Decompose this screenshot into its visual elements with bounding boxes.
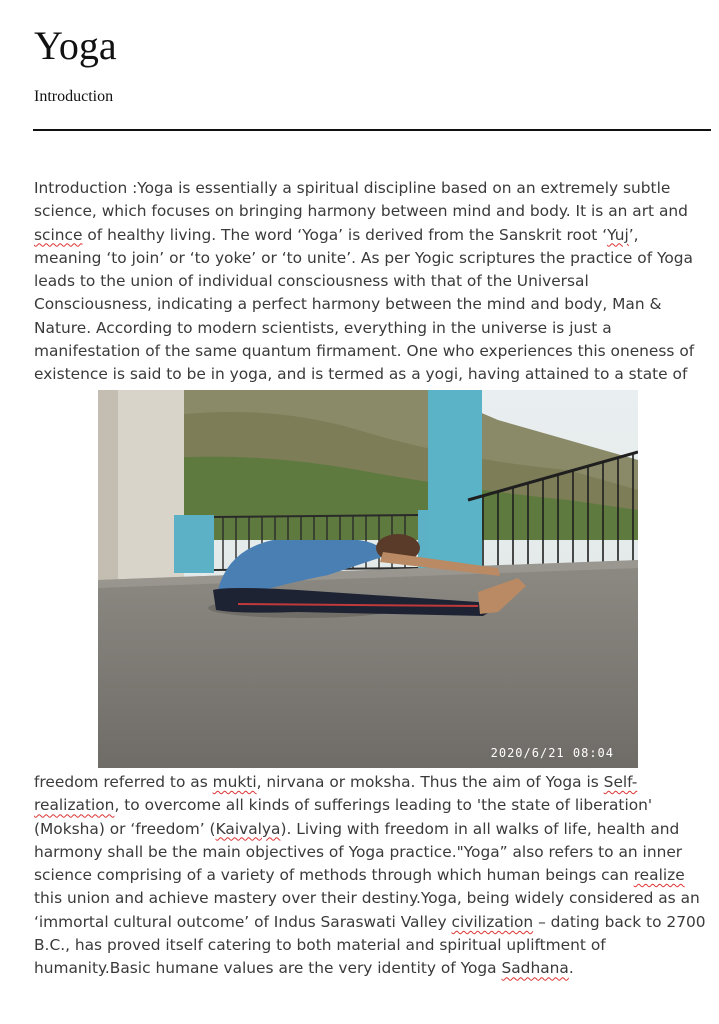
text-line: this union and achieve mastery over their destiny.Yoga, being widely considered as an bbox=[34, 889, 700, 908]
text-line: existence is said to be in yoga, and is termed as a yogi, having attained to a state of bbox=[34, 365, 688, 384]
text-fragment: . bbox=[568, 959, 574, 978]
misspelled-word[interactable]: Yuj bbox=[607, 225, 629, 244]
misspelled-word[interactable]: realization bbox=[34, 796, 115, 815]
text-line: Nature. According to modern scientists, everything in the universe is just a bbox=[34, 318, 612, 337]
text-fragment: of healthy living. The word ‘Yoga’ is derived from the Sanskrit root ‘ bbox=[82, 225, 608, 244]
text-fragment: ’, bbox=[628, 225, 639, 244]
page-title: Yoga bbox=[34, 23, 117, 68]
text-line: leads to the union of individual consciousness with that of the Universal bbox=[34, 272, 589, 291]
text-line bbox=[34, 771, 718, 794]
text-fragment: freedom referred to as bbox=[34, 773, 213, 791]
text-line bbox=[34, 224, 718, 247]
yoga-photo bbox=[98, 390, 638, 768]
page-subtitle: Introduction bbox=[34, 88, 114, 105]
text-fragment: ). Living with freedom in all walks of life, health and bbox=[280, 819, 680, 838]
text-fragment: ‘immortal cultural outcome’ of Indus Saraswati Valley bbox=[34, 912, 452, 931]
text-line bbox=[34, 864, 718, 887]
text-line: manifestation of the same quantum firmament. One who experiences this oneness of bbox=[34, 342, 695, 361]
text-line: meaning ‘to join’ or ‘to yoke’ or ‘to unite’. As per Yogic scriptures the practice of Yoga bbox=[34, 248, 693, 267]
misspelled-word[interactable]: civilization bbox=[451, 912, 534, 931]
misspelled-word[interactable]: mukti bbox=[212, 773, 257, 791]
text-fragment: – dating back to 2700 bbox=[533, 912, 706, 931]
text-line bbox=[34, 957, 718, 980]
misspelled-word[interactable]: Sadhana bbox=[501, 959, 569, 978]
text-fragment: , to overcome all kinds of sufferings leading to 'the state of liberation' bbox=[114, 796, 653, 815]
yoga-photo-illustration bbox=[98, 390, 638, 768]
text-line: harmony shall be the main objectives of Yoga practice."Yoga” also refers to an inner bbox=[34, 842, 683, 861]
text-fragment: science comprising of a variety of methods through which human beings can bbox=[34, 866, 634, 885]
misspelled-word[interactable]: Kaivalya bbox=[215, 819, 281, 838]
text-line bbox=[34, 794, 718, 817]
text-line: science, which focuses on bringing harmony between mind and body. It is an art and bbox=[34, 202, 688, 221]
photo-timestamp: 2020/6/21 08:04 bbox=[490, 746, 614, 760]
misspelled-word[interactable]: scince bbox=[34, 225, 83, 244]
text-fragment: (Moksha) or ‘freedom’ ( bbox=[34, 819, 216, 838]
text-line bbox=[34, 818, 718, 841]
body-paragraph bbox=[34, 771, 718, 981]
header-divider bbox=[33, 129, 711, 131]
intro-paragraph bbox=[34, 177, 718, 387]
text-fragment: , nirvana or moksha. Thus the aim of Yoga is bbox=[256, 773, 604, 791]
misspelled-word[interactable]: realize bbox=[633, 866, 685, 885]
text-line: B.C., has proved itself catering to both material and spiritual upliftment of bbox=[34, 936, 606, 955]
text-line: Introduction :Yoga is essentially a spiritual discipline based on an extremely subtle bbox=[34, 179, 671, 197]
text-line: Consciousness, indicating a perfect harmony between the mind and body, Man & bbox=[34, 295, 662, 314]
text-line bbox=[34, 911, 718, 934]
text-fragment: humanity.Basic humane values are the very identity of Yoga bbox=[34, 959, 502, 978]
misspelled-word[interactable]: Self- bbox=[603, 773, 638, 791]
